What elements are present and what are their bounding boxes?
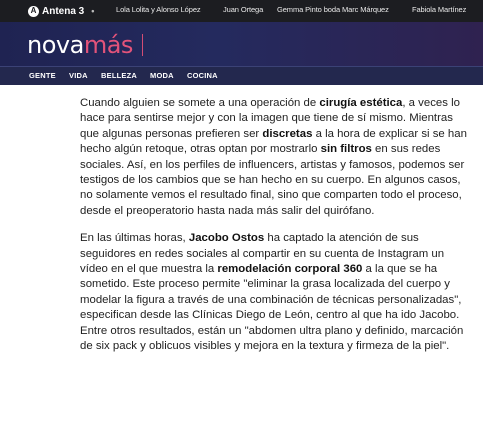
body-text: a la hora de explicar si se han hecho algún retoque, otras optan por mostrarlo: [80, 127, 467, 156]
trending-link[interactable]: Gemma Pinto boda Marc Márquez: [277, 5, 389, 14]
article-paragraph: [80, 96, 475, 219]
nav-item-moda[interactable]: MODA: [150, 71, 174, 80]
bold-text: remodelación corporal 360: [217, 263, 363, 276]
trending-link[interactable]: Lola Lolita y Alonso López: [116, 5, 201, 14]
antena3-logo-icon: A: [28, 6, 39, 17]
trending-link[interactable]: Fabiola Martínez: [412, 5, 467, 14]
bold-text: discretas: [262, 127, 313, 140]
logo-accent: más: [83, 31, 133, 59]
bold-text: sin filtros: [320, 143, 372, 156]
logo-main: nova: [27, 31, 84, 59]
body-text: ha captado la atención de sus seguidores en redes sociales al compartir en su cuenta de Instagram un vídeo en el que muestra la: [80, 232, 445, 276]
separator-dot: •: [91, 6, 95, 16]
trending-link[interactable]: Juan Ortega: [223, 5, 264, 14]
main-nav: [0, 66, 483, 85]
antena3-brand[interactable]: [28, 4, 94, 18]
novamas-logo[interactable]: [27, 32, 133, 58]
brand-name: Antena 3: [42, 5, 85, 17]
article-paragraph: [80, 231, 475, 354]
nav-item-cocina[interactable]: COCINA: [187, 71, 218, 80]
nav-item-gente[interactable]: GENTE: [29, 71, 56, 80]
body-text: a la que se ha sometido. Este proceso permite "eliminar la grasa localizada del cuerpo y modelar la figura a través de una combinación de técnicas personalizadas", especifican desde las Clínicas Diego de León, centro al que ha ido Jacobo. Entre otros resultados, están un "abdomen ultra plano y definido, marcación de six pack y oblicuos visibles y mejora en la textura y firmeza de la piel".: [80, 263, 464, 353]
top-bar: [0, 0, 483, 22]
nav-item-belleza[interactable]: BELLEZA: [101, 71, 137, 80]
bold-text: cirugía estética: [319, 97, 403, 109]
body-text: , a veces lo hace para sentirse mejor y con la imagen que tiene de sí mismo. Mientras que algunas personas prefieren ser: [80, 97, 460, 140]
body-text: En las últimas horas,: [80, 232, 189, 245]
site-header: [0, 22, 483, 66]
logo-divider: [142, 34, 143, 56]
body-text: en sus redes sociales. Así, en los perfiles de influencers, artistas y famosos, podemos ser testigos de los cambios que se han hecho en su cuerpo. En algunos casos, no solamente vemos el resultado final, sino que comparten todo el proceso, desde el preoperatorio hasta nada más salir del quirófano.: [80, 143, 465, 217]
article-body: [80, 96, 475, 355]
body-text: Cuando alguien se somete a una operación de: [80, 97, 320, 109]
bold-text: Jacobo Ostos: [188, 232, 265, 245]
nav-item-vida[interactable]: VIDA: [69, 71, 88, 80]
